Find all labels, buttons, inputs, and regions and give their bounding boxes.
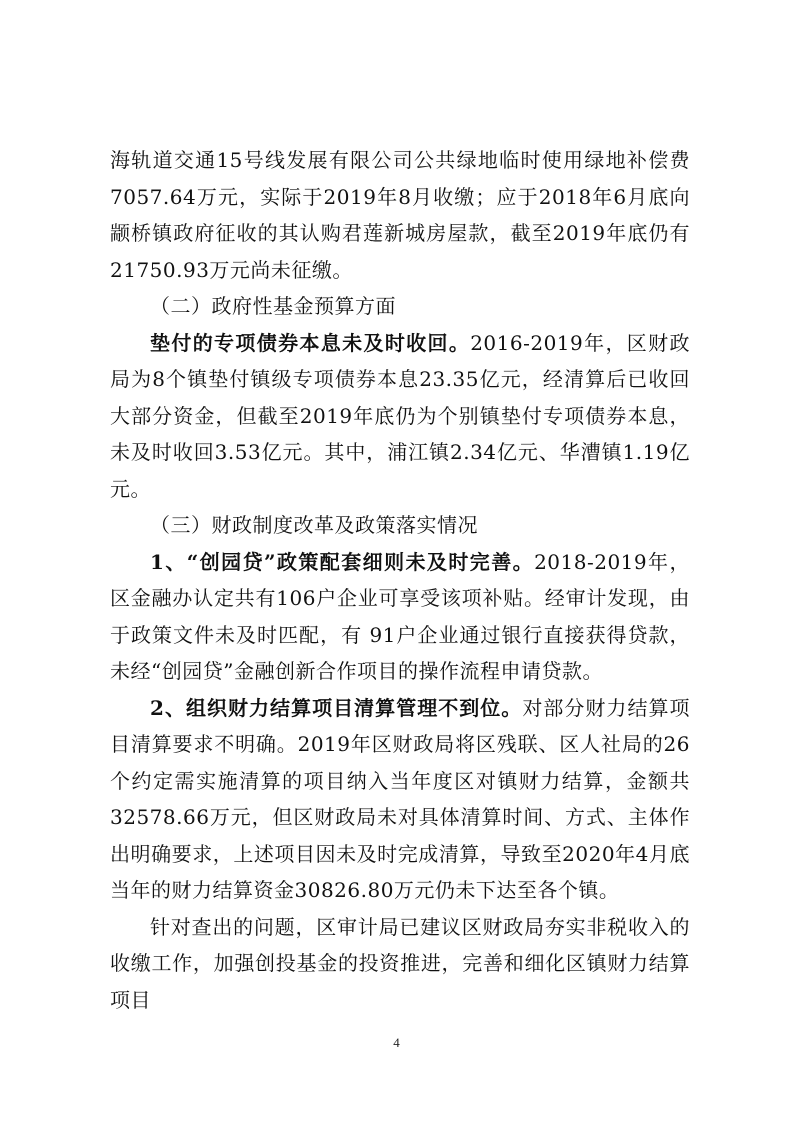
- paragraph-7: [110, 909, 690, 1019]
- paragraph-2-text: （二）政府性基金预算方面: [150, 294, 396, 318]
- paragraph-7-text: 针对查出的问题，区审计局已建议区财政局夯实非税收入的收缴工作，加强创投基金的投资推进，完善和细化区镇财力结算项目: [110, 914, 690, 1012]
- paragraph-3-text: 2016-2019年，区财政局为8个镇垫付镇级专项债券本息23.35亿元，经清算后已收回大部分资金，但截至2019年底仍为个别镇垫付专项债券本息，未及时收回3.53亿元。其中，浦江镇2.34亿元、华漕镇1.19亿元。: [110, 330, 690, 501]
- paragraph-6: [110, 690, 690, 909]
- paragraph-6-bold-lead: 2、组织财力结算项目清算管理不到位。: [150, 695, 523, 720]
- paragraph-1: [110, 142, 690, 288]
- paragraph-5-bold-lead: 1、“创园贷”政策配套细则未及时完善。: [150, 549, 535, 574]
- paragraph-4-text: （三）财政制度改革及政策落实情况: [150, 513, 478, 537]
- section-heading-government-fund: [110, 288, 690, 325]
- paragraph-5: [110, 544, 690, 690]
- page-number: 4: [393, 1035, 400, 1050]
- paragraph-5-text: 2018-2019年，区金融办认定共有106户企业可享受该项补贴。经审计发现，由于政策文件未及时匹配，有 91户企业通过银行直接获得贷款，未经“创园贷”金融创新合作项目的操作流程申请贷款。: [110, 549, 690, 683]
- section-heading-fiscal-reform: [110, 507, 690, 544]
- paragraph-3-bold-lead: 垫付的专项债券本息未及时收回。: [150, 330, 471, 355]
- paragraph-3: [110, 325, 690, 508]
- paragraph-1-text: 海轨道交通15号线发展有限公司公共绿地临时使用绿地补偿费7057.64万元，实际于2019年8月收缴；应于2018年6月底向颛桥镇政府征收的其认购君莲新城房屋款，截至2019年底仍有21750.93万元尚未征缴。: [110, 148, 690, 282]
- document-body: [110, 142, 690, 1018]
- paragraph-6-text: 对部分财力结算项目清算要求不明确。2019年区财政局将区残联、区人社局的26个约定需实施清算的项目纳入当年度区对镇财力结算，金额共32578.66万元，但区财政局未对具体清算时间、方式、主体作出明确要求，上述项目因未及时完成清算，导致至2020年4月底当年的财力结算资金30826.80万元仍未下达至各个镇。: [110, 695, 691, 902]
